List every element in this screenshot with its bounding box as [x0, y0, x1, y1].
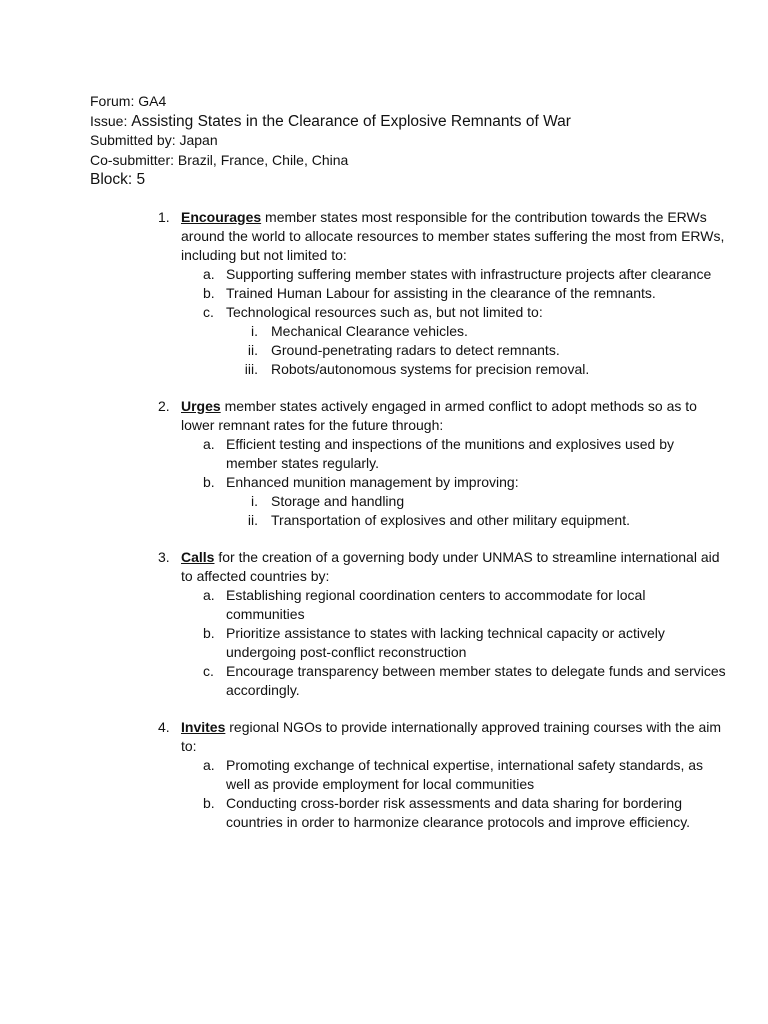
sub-clause — [181, 265, 726, 284]
clause-body — [181, 548, 726, 586]
sub-clause-label: a. — [203, 756, 215, 773]
clause-text: member states most responsible for the contribution towards the ERWs around the world to allocate resources to member states suffering the most from ERWs, including but not limited to: — [181, 208, 725, 263]
sub-clause — [181, 624, 726, 662]
sub-clause-label: b. — [203, 794, 215, 811]
sub-clause-text: Conducting cross-border risk assessments and data sharing for bordering countries in order to harmonize clearance protocols and improve efficiency. — [226, 794, 691, 830]
sub-sub-clause-label: ii. — [247, 511, 258, 528]
clause-text: regional NGOs to provide internationally approved training courses with the aim to: — [181, 718, 722, 754]
sub-clause-text: Prioritize assistance to states with lacking technical capacity or actively undergoing post-conflict reconstruction — [226, 624, 665, 660]
sub-clause-label: c. — [203, 662, 214, 679]
clause-text: member states actively engaged in armed conflict to adopt methods so as to lower remnant rates for the future through: — [181, 397, 697, 433]
co-submitter-line: Co-submitter: Brazil, France, Chile, China — [90, 151, 349, 168]
operative-clause — [90, 397, 726, 530]
clause-body — [181, 397, 726, 435]
operative-phrase: Calls — [181, 548, 215, 565]
sub-sub-clause — [181, 322, 726, 341]
sub-clause-text: Establishing regional coordination centers to accommodate for local communities — [226, 586, 646, 622]
clause-body — [181, 208, 726, 265]
sub-sub-clause — [181, 360, 726, 379]
sub-clause-label: a. — [203, 435, 215, 452]
sub-sub-clause — [181, 492, 726, 511]
clause-text: for the creation of a governing body under UNMAS to streamline international aid to affected countries by: — [181, 548, 720, 584]
sub-clause-label: c. — [203, 303, 214, 320]
sub-sub-clause-label: iii. — [244, 360, 258, 377]
block-line: Block: 5 — [90, 171, 146, 188]
sub-clause — [181, 303, 726, 322]
sub-clause-text: Efficient testing and inspections of the munitions and explosives used by member states regularly. — [226, 435, 675, 471]
sub-sub-clause-text: Ground-penetrating radars to detect remnants. — [271, 341, 560, 358]
operative-clause — [90, 718, 726, 832]
sub-clause — [181, 794, 726, 832]
sub-clause-label: a. — [203, 265, 215, 282]
sub-sub-clause — [181, 341, 726, 360]
sub-sub-clause-text: Transportation of explosives and other military equipment. — [271, 511, 630, 528]
operative-clause — [90, 548, 726, 700]
sub-sub-clause-text: Robots/autonomous systems for precision removal. — [271, 360, 590, 377]
issue-line — [90, 112, 728, 132]
sub-clause-text: Technological resources such as, but not limited to: — [226, 303, 543, 320]
sub-clause-text: Supporting suffering member states with infrastructure projects after clearance — [226, 265, 712, 282]
operative-phrase: Urges — [181, 397, 221, 414]
document-header — [90, 92, 728, 190]
clause-number: 2. — [158, 397, 170, 414]
sub-clause — [181, 586, 726, 624]
clause-number: 1. — [158, 208, 170, 225]
clause-number: 4. — [158, 718, 170, 735]
sub-clause — [181, 435, 726, 473]
sub-clause-label: b. — [203, 473, 215, 490]
sub-clause — [181, 662, 726, 700]
sub-clause-label: b. — [203, 284, 215, 301]
operative-phrase: Invites — [181, 718, 226, 735]
sub-sub-clause-label: ii. — [247, 341, 258, 358]
issue-prefix: Issue: — [90, 112, 132, 129]
sub-clause — [181, 284, 726, 303]
sub-clause-label: a. — [203, 586, 215, 603]
clause-number: 3. — [158, 548, 170, 565]
sub-clause-text: Promoting exchange of technical expertise, international safety standards, as well as provide employment for local communities — [226, 756, 704, 792]
operative-phrase: Encourages — [181, 208, 262, 225]
issue-title: Assisting States in the Clearance of Explosive Remnants of War — [131, 112, 571, 130]
sub-sub-clause-text: Storage and handling — [271, 492, 405, 509]
clause-body — [181, 718, 726, 756]
operative-clauses — [90, 208, 728, 832]
sub-sub-clause-label: i. — [251, 322, 258, 339]
operative-clause — [90, 208, 726, 379]
sub-clause-text: Enhanced munition management by improving: — [226, 473, 519, 490]
forum-line: Forum: GA4 — [90, 93, 167, 109]
sub-clause-text: Encourage transparency between member states to delegate funds and services accordingly. — [226, 662, 726, 698]
sub-clause-label: b. — [203, 624, 215, 641]
sub-clause — [181, 473, 726, 492]
sub-sub-clause-text: Mechanical Clearance vehicles. — [271, 322, 468, 339]
sub-clause-text: Trained Human Labour for assisting in the clearance of the remnants. — [226, 284, 656, 301]
sub-sub-clause-label: i. — [251, 492, 258, 509]
sub-sub-clause — [181, 511, 726, 530]
submitted-by-line: Submitted by: Japan — [90, 132, 218, 148]
sub-clause — [181, 756, 726, 794]
